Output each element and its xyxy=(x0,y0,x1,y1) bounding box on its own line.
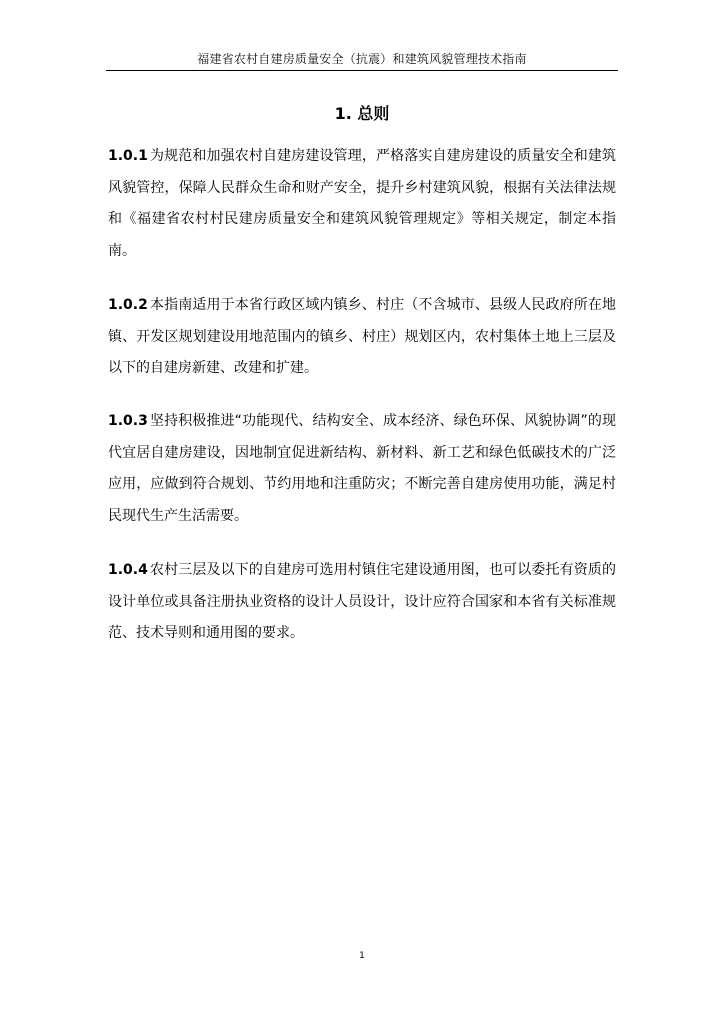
clause-number: 1.0.2 xyxy=(108,297,148,313)
clause-text: 本指南适用于本省行政区域内镇乡、村庄（不含城市、县级人民政府所在地镇、开发区规划建设用地范围内的镇乡、村庄）规划区内，农村集体土地上三层及以下的自建房新建、改建和扩建。 xyxy=(108,297,616,376)
clause-text: 坚持积极推进“功能现代、结构安全、成本经济、绿色环保、风貌协调”的现代宜居自建房建设，因地制宜促进新结构、新材料、新工艺和绿色低碳技术的广泛应用，应做到符合规划、节约用地和注重防灾；不断完善自建房使用功能，满足村民现代生产生活需要。 xyxy=(108,413,616,524)
clause-number: 1.0.1 xyxy=(108,148,148,164)
clause-paragraph xyxy=(108,141,616,267)
header-divider xyxy=(106,70,618,71)
clause-text: 为规范和加强农村自建房建设管理，严格落实自建房建设的质量安全和建筑风貌管控，保障人民群众生命和财产安全，提升乡村建筑风貌，根据有关法律法规和《福建省农村村民建房质量安全和建筑风貌管理规定》等相关规定，制定本指南。 xyxy=(108,148,616,259)
running-header: 福建省农村自建房质量安全（抗震）和建筑风貌管理技术指南 xyxy=(197,52,527,66)
clause-paragraph xyxy=(108,290,616,385)
section-title: 1. 总则 xyxy=(334,104,390,123)
clause-paragraph xyxy=(108,406,616,532)
clause-text: 农村三层及以下的自建房可选用村镇住宅建设通用图，也可以委托有资质的设计单位或具备注册执业资格的设计人员设计，设计应符合国家和本省有关标准规范、技术导则和通用图的要求。 xyxy=(108,562,616,641)
clause-number: 1.0.4 xyxy=(108,562,148,578)
page-number: 1 xyxy=(359,951,365,961)
clause-number: 1.0.3 xyxy=(108,413,148,429)
clause-paragraph xyxy=(108,555,616,650)
